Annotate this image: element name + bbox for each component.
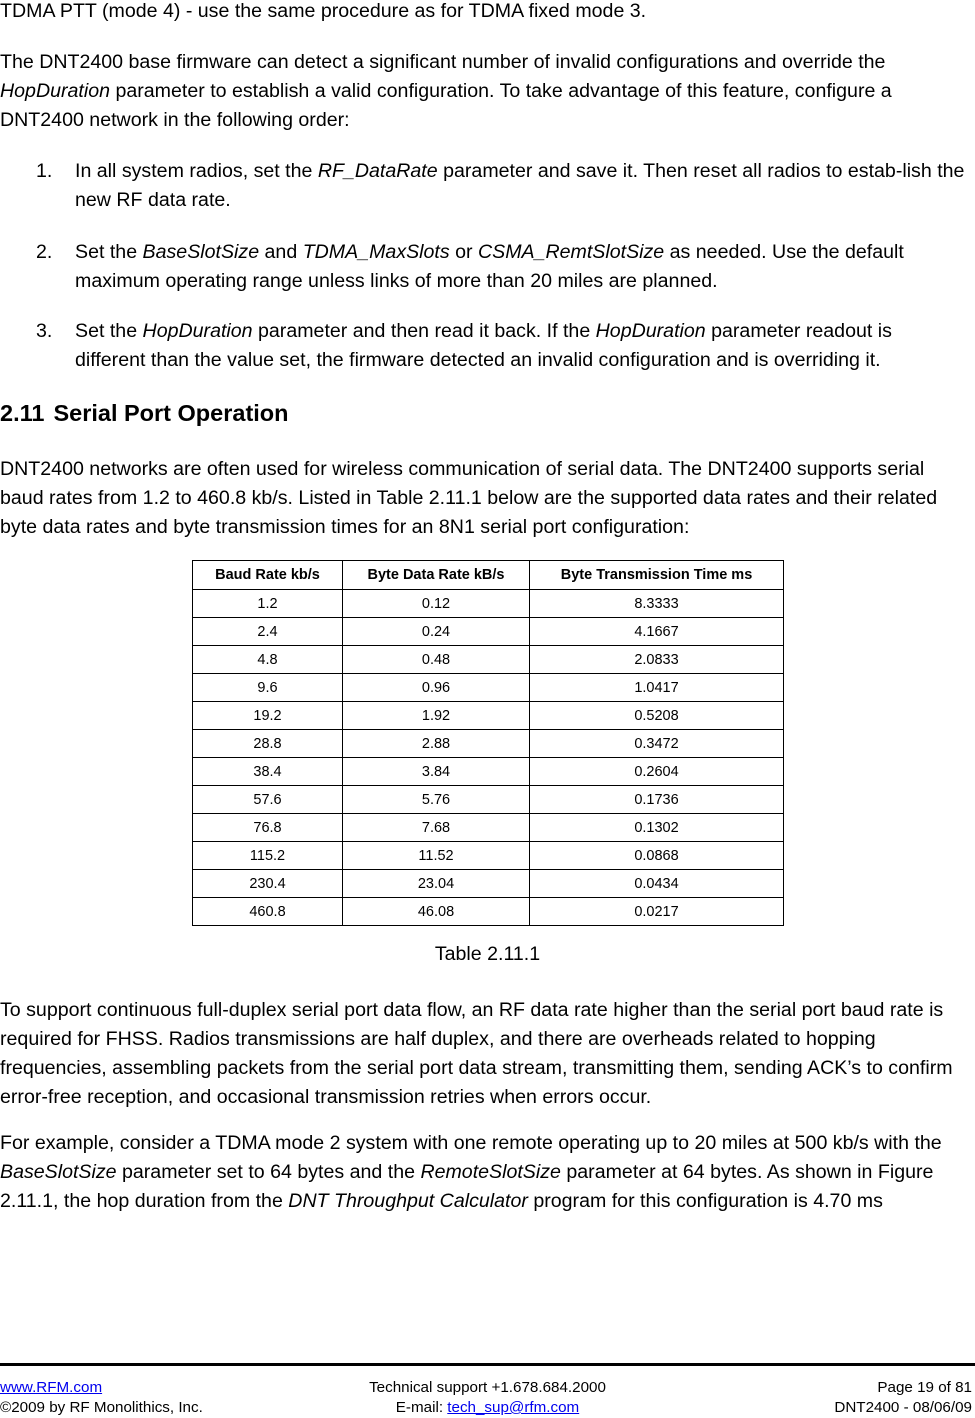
table-row (193, 646, 784, 674)
footer-email-line: E-mail: tech_sup@rfm.com (395, 1399, 580, 1416)
table-row (193, 758, 784, 786)
param-rf-datarate: RF_DataRate (317, 160, 438, 182)
cell-baud-rate: 76.8 (193, 814, 343, 842)
cell-baud-rate: 9.6 (193, 674, 343, 702)
cell-byte-time: 0.5208 (530, 702, 784, 730)
footer-email-link[interactable]: tech_sup@rfm.com (447, 1399, 580, 1416)
cell-byte-rate: 7.68 (343, 814, 530, 842)
step-1-text: In all system radios, set the RF_DataRate parameter and save it. Then reset all radios to estab-lish the new RF data rate. (75, 160, 965, 211)
footer-support-phone: Technical support +1.678.684.2000 (369, 1379, 606, 1396)
table-row (193, 674, 784, 702)
cell-baud-rate: 2.4 (193, 618, 343, 646)
cell-byte-rate: 0.48 (343, 646, 530, 674)
cell-baud-rate: 115.2 (193, 842, 343, 870)
cell-byte-time: 0.1736 (530, 786, 784, 814)
cell-byte-time: 2.0833 (530, 646, 784, 674)
example-paragraph: For example, consider a TDMA mode 2 system with one remote operating up to 20 miles at 500 kb/s with the BaseSlotSize parameter set to 64 bytes and the RemoteSlotSize parameter at 64 bytes. As shown in Figure 2.11.1, the hop duration from the DNT Throughput Calculator program for this configuration is 4.70 ms (0, 1132, 942, 1212)
cell-byte-rate: 0.96 (343, 674, 530, 702)
cell-baud-rate: 38.4 (193, 758, 343, 786)
firmware-paragraph (0, 48, 972, 135)
table-row (193, 842, 784, 870)
cell-byte-time: 0.2604 (530, 758, 784, 786)
param-hopduration-2: HopDuration (595, 320, 706, 342)
cell-byte-time: 0.0868 (530, 842, 784, 870)
table-row (193, 590, 784, 618)
step-3-number: 3. (36, 320, 53, 342)
cell-byte-time: 0.1302 (530, 814, 784, 842)
cell-byte-rate: 3.84 (343, 758, 530, 786)
cell-byte-time: 0.3472 (530, 730, 784, 758)
cell-baud-rate: 28.8 (193, 730, 343, 758)
step-3-text: Set the HopDuration parameter and then read it back. If the HopDuration parameter readout is different than the value set, the firmware detected an invalid configuration and is overriding it. (75, 320, 892, 371)
footer-copyright: ©2009 by RF Monolithics, Inc. (0, 1399, 203, 1416)
cell-byte-rate: 23.04 (343, 870, 530, 898)
cell-byte-time: 8.3333 (530, 590, 784, 618)
cell-baud-rate: 230.4 (193, 870, 343, 898)
intro-line: TDMA PTT (mode 4) - use the same procedure as for TDMA fixed mode 3. (0, 0, 647, 22)
param-hopduration-1: HopDuration (142, 320, 253, 342)
baud-rate-table (192, 560, 784, 926)
cell-byte-rate: 11.52 (343, 842, 530, 870)
cell-baud-rate: 4.8 (193, 646, 343, 674)
param-baseslotsize: BaseSlotSize (142, 241, 260, 263)
cell-byte-rate: 46.08 (343, 898, 530, 926)
cell-byte-rate: 5.76 (343, 786, 530, 814)
table-row (193, 730, 784, 758)
firmware-text-2: parameter to establish a valid configuration. To take advantage of this feature, configure a DNT2400 network in the following order: (0, 80, 892, 131)
param-remoteslotsize: RemoteSlotSize (420, 1161, 561, 1183)
param-csma-remtslotsize: CSMA_RemtSlotSize (477, 241, 665, 263)
step-2-text: Set the BaseSlotSize and TDMA_MaxSlots or CSMA_RemtSlotSize as needed. Use the default maximum operating range unless links of more than 20 miles are planned. (75, 241, 904, 292)
table-row (193, 898, 784, 926)
cell-baud-rate: 1.2 (193, 590, 343, 618)
section-number: 2.11 (0, 400, 45, 426)
table-row (193, 618, 784, 646)
header-byte-data-rate: Byte Data Rate kB/s (343, 561, 530, 590)
table-row (193, 786, 784, 814)
step-1-number: 1. (36, 160, 53, 182)
param-hopduration: HopDuration (0, 80, 111, 102)
footer-divider (0, 1363, 975, 1366)
cell-byte-time: 1.0417 (530, 674, 784, 702)
header-baud-rate: Baud Rate kb/s (193, 561, 343, 590)
param-tdma-maxslots: TDMA_MaxSlots (302, 241, 450, 263)
table-header-row (193, 561, 784, 590)
cell-baud-rate: 57.6 (193, 786, 343, 814)
cell-byte-rate: 0.12 (343, 590, 530, 618)
step-2-number: 2. (36, 241, 53, 263)
cell-baud-rate: 460.8 (193, 898, 343, 926)
section-title: Serial Port Operation (53, 400, 289, 426)
section-heading (0, 398, 289, 428)
cell-byte-time: 0.0217 (530, 898, 784, 926)
footer-doc-id: DNT2400 - 08/06/09 (834, 1399, 972, 1416)
table-caption: Table 2.11.1 (434, 943, 541, 965)
cell-byte-rate: 1.92 (343, 702, 530, 730)
cell-byte-time: 4.1667 (530, 618, 784, 646)
footer-page-number: Page 19 of 81 (877, 1379, 972, 1396)
param-baseslotsize-example: BaseSlotSize (0, 1161, 117, 1183)
cell-baud-rate: 19.2 (193, 702, 343, 730)
header-byte-transmission-time: Byte Transmission Time ms (530, 561, 784, 590)
cell-byte-time: 0.0434 (530, 870, 784, 898)
table-row (193, 702, 784, 730)
table-row (193, 814, 784, 842)
firmware-text-1: The DNT2400 base firmware can detect a significant number of invalid configurations and override the (0, 51, 886, 73)
program-name-throughput-calculator: DNT Throughput Calculator (288, 1190, 528, 1212)
duplex-paragraph: To support continuous full-duplex serial port data flow, an RF data rate higher than the serial port baud rate is required for FHSS. Radios transmissions are half duplex, and there are overheads related to hopping frequencies, assembling packets from the serial port data stream, transmitting them, sending ACK’s to confirm error-free reception, and occasional transmission retries when errors occur. (0, 999, 953, 1108)
serial-paragraph: DNT2400 networks are often used for wireless communication of serial data. The DNT2400 supports serial baud rates from 1.2 to 460.8 kb/s. Listed in Table 2.11.1 below are the supported data rates and their related byte data rates and byte transmission times for an 8N1 serial port configuration: (0, 458, 938, 538)
cell-byte-rate: 2.88 (343, 730, 530, 758)
table-row (193, 870, 784, 898)
footer-website-link[interactable]: www.RFM.com (0, 1379, 103, 1396)
cell-byte-rate: 0.24 (343, 618, 530, 646)
